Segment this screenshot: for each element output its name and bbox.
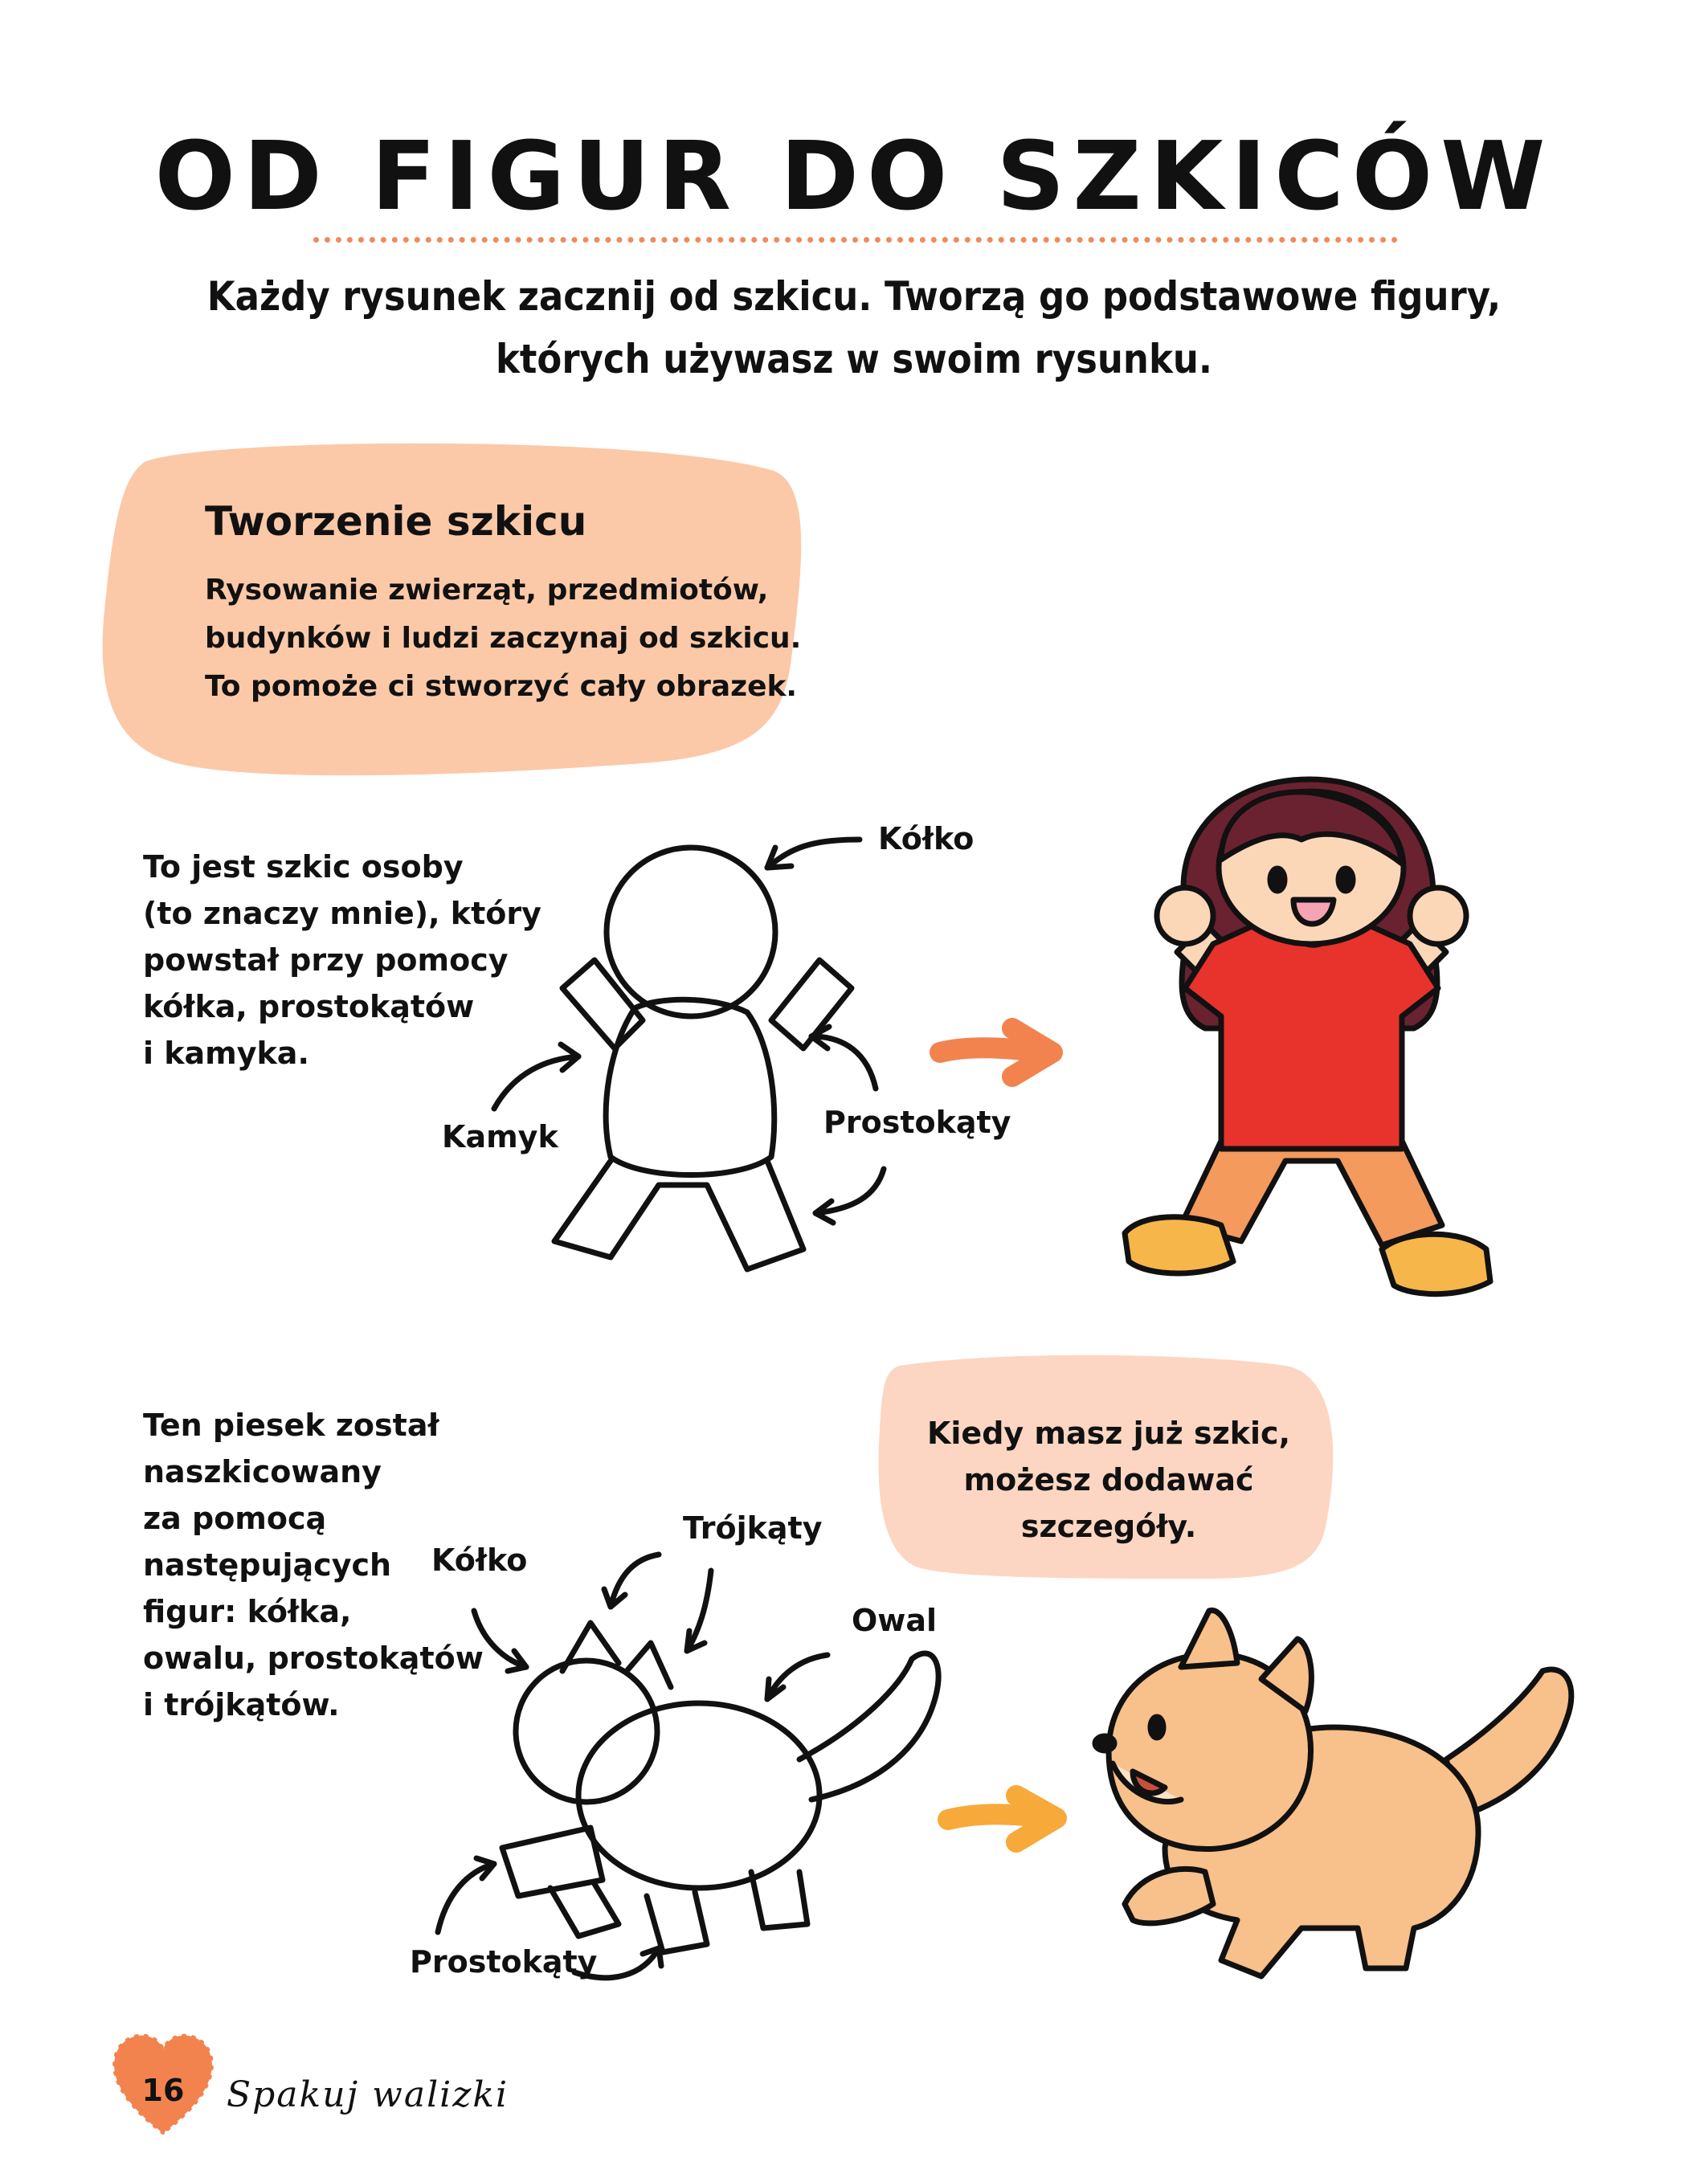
person-text-line: kółka, prostokątów xyxy=(143,989,475,1024)
card-title: Tworzenie szkicu xyxy=(205,498,587,545)
card-line-3: To pomoże ci stworzyć cały obrazek. xyxy=(205,670,798,703)
dog-text-line: za pomocą xyxy=(143,1501,327,1536)
dog-text-line: Ten piesek został xyxy=(143,1408,439,1443)
dog-label-oval: Owal xyxy=(852,1603,938,1638)
dog-label-rectangles: Prostokąty xyxy=(410,1944,598,1980)
card-line-2: budynków i ludzi zaczynaj od szkicu. xyxy=(205,622,802,655)
tip-line-1: Kiedy masz już szkic, xyxy=(926,1416,1291,1451)
book-title: Spakuj walizki xyxy=(227,2074,509,2115)
dog-text-line: następujących xyxy=(143,1547,392,1583)
dog-text-line: owalu, prostokątów xyxy=(143,1641,484,1676)
dog-label-triangles: Trójkąty xyxy=(683,1510,823,1546)
dog-text-line: i trójkątów. xyxy=(143,1687,340,1722)
label-circle: Kółko xyxy=(878,821,975,856)
page-number: 16 xyxy=(141,2073,185,2108)
person-text-line: powstał przy pomocy xyxy=(143,942,509,978)
page-title: OD FIGUR DO SZKICÓW xyxy=(154,121,1554,231)
dog-label-circle: Kółko xyxy=(431,1543,528,1578)
dog-text-line: figur: kółka, xyxy=(143,1594,352,1629)
intro-line-1: Każdy rysunek zacznij od szkicu. Tworzą go podstawowe figury, xyxy=(206,273,1502,320)
card-line-1: Rysowanie zwierząt, przedmiotów, xyxy=(205,574,769,607)
label-stone: Kamyk xyxy=(442,1119,558,1154)
intro-line-2: których używasz w swoim rysunku. xyxy=(496,336,1212,382)
dog-text-line: naszkicowany xyxy=(143,1454,382,1489)
person-text-line: i kamyka. xyxy=(143,1036,309,1071)
tip-line-2: możesz dodawać szczegóły. xyxy=(963,1462,1254,1544)
label-rectangles: Prostokąty xyxy=(823,1105,1011,1140)
person-text-line: (to znaczy mnie), który xyxy=(143,896,541,931)
person-text-line: To jest szkic osoby xyxy=(143,849,464,885)
